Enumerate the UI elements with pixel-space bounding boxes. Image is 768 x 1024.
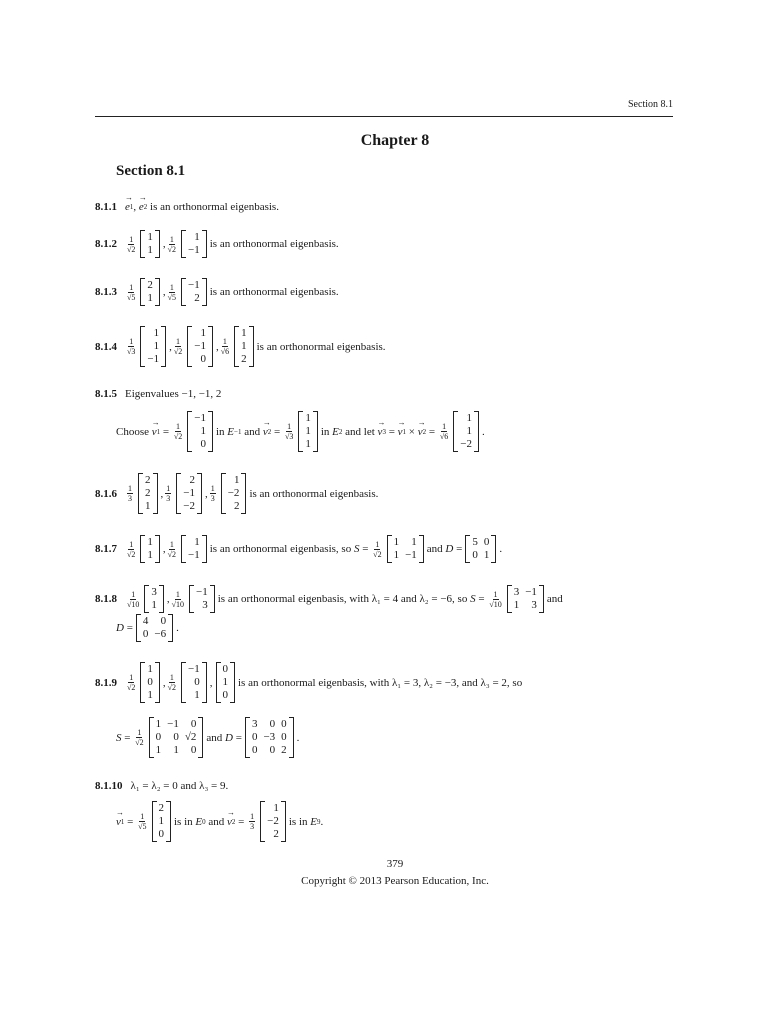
problem-text: is an orthonormal eigenbasis.: [256, 340, 386, 353]
problem-8-1-4: 8.1.4 $\frac{1}{√3}$ 1 1 −1 , $\frac{1}{√2}$ 1 −1 0 , $\frac{1}{√6}$ 1 1 2 is an orthonormal eigenbasis.: [95, 327, 386, 365]
problem-8-1-5-detail: Choose → v 1 = $\frac{1}{√2}$ −1 1 0 in E −1 and → v 2 = $\frac{1}{√3}$ 1 1 1 in E 2 and let → v 3 = → v 1 × → v 2 = $\frac{1}{√6}$ 1 1 −2 .: [116, 411, 485, 452]
problem-number: 8.1.4: [95, 340, 117, 353]
problem-number: 8.1.8: [95, 593, 117, 605]
problem-number: 8.1.6: [95, 487, 117, 500]
problem-8-1-7: 8.1.7 $\frac{1}{√2}$ 1 1 , $\frac{1}{√2}$ 1 −1 is an orthonormal eigenbasis, so S = $\frac{1}{√2}$ 1 1 1 −1 and D = 5 0 0 1 .: [95, 536, 503, 561]
problem-number: 8.1.7: [95, 543, 117, 555]
problem-text: is an orthonormal eigenbasis.: [150, 201, 279, 213]
problem-8-1-5: [95, 388, 221, 400]
problem-8-1-3: 8.1.3 $\frac{1}{√5}$ 2 1 , $\frac{1}{√5}$ −1 2 is an orthonormal eigenbasis.: [95, 279, 339, 304]
problem-text: λ₁ = λ₂ = 0 and λ₃ = 9.: [130, 780, 229, 792]
copyright: Copyright © 2013 Pearson Education, Inc.: [301, 875, 489, 887]
problem-number: 8.1.3: [95, 286, 117, 298]
problem-8-1-8-d: D = 4 0 0 −6 .: [116, 615, 179, 640]
problem-number: 8.1.9: [95, 676, 117, 689]
problem-8-1-2: 8.1.2 $\frac{1}{√2}$ 1 1 , $\frac{1}{√2}$ 1 −1 is an orthonormal eigenbasis.: [95, 231, 339, 256]
problem-8-1-6: 8.1.6 $\frac{1}{3}$ 2 2 1 , $\frac{1}{3}$ 2 −1 −2 , $\frac{1}{3}$ 1 −2 2 is an orthonormal eigenbasis.: [95, 474, 379, 512]
problem-8-1-10: [95, 780, 228, 792]
problem-number: 8.1.2: [95, 238, 117, 250]
section-title: Section 8.1: [116, 163, 186, 179]
problem-text: is an orthonormal eigenbasis.: [209, 286, 339, 298]
problem-8-1-8: 8.1.8 $\frac{1}{√10}$ 3 1 , $\frac{1}{√10}$ −1 3 is an orthonormal eigenbasis, with λ₁ = 4 and λ₂ = −6, so S = $\frac{1}{√10}$ 3 −1 1 3 and: [95, 586, 563, 611]
problem-8-1-9: 8.1.9 $\frac{1}{√2}$ 1 0 1 , $\frac{1}{√2}$ −1 0 1 , 0 1 0 is an orthonormal eigenbasis, with λ₁ = 3, λ₂ = −3, and λ₃ = 2, so: [95, 663, 523, 701]
problem-8-1-1: 8.1.1 → e 1 , → e 2 is an orthonormal eigenbasis.: [95, 201, 279, 213]
problem-number: 8.1.1: [95, 201, 117, 213]
running-header: Section 8.1: [628, 99, 673, 110]
chapter-title: Chapter 8: [360, 132, 430, 149]
page-number: 379: [386, 858, 404, 870]
problem-text: is an orthonormal eigenbasis, with λ₁ = 4 and λ₂ = −6, so: [217, 593, 468, 605]
problem-text: Eigenvalues −1, −1, 2: [125, 388, 222, 400]
problem-8-1-9-sd: S = $\frac{1}{√2}$ 1 −1 0 0 0 √2 1 1 0 and D = 3 0 0 0 −3 0 0 0 2 .: [116, 718, 300, 756]
problem-text: is an orthonormal eigenbasis.: [249, 487, 379, 500]
problem-8-1-10-detail: → v 1 = $\frac{1}{√5}$ 2 1 0 is in E 0 and → v 2 = $\frac{1}{3}$ 1 −2 2 is in E 9 .: [116, 801, 323, 842]
problem-text: is an orthonormal eigenbasis.: [209, 238, 339, 250]
problem-number: 8.1.5: [95, 388, 117, 400]
problem-text: is an orthonormal eigenbasis, with λ₁ = 3, λ₂ = −3, and λ₃ = 2, so: [238, 676, 523, 689]
problem-number: 8.1.10: [95, 780, 123, 792]
problem-text: is an orthonormal eigenbasis, so: [209, 543, 352, 555]
header-rule: [95, 116, 673, 117]
